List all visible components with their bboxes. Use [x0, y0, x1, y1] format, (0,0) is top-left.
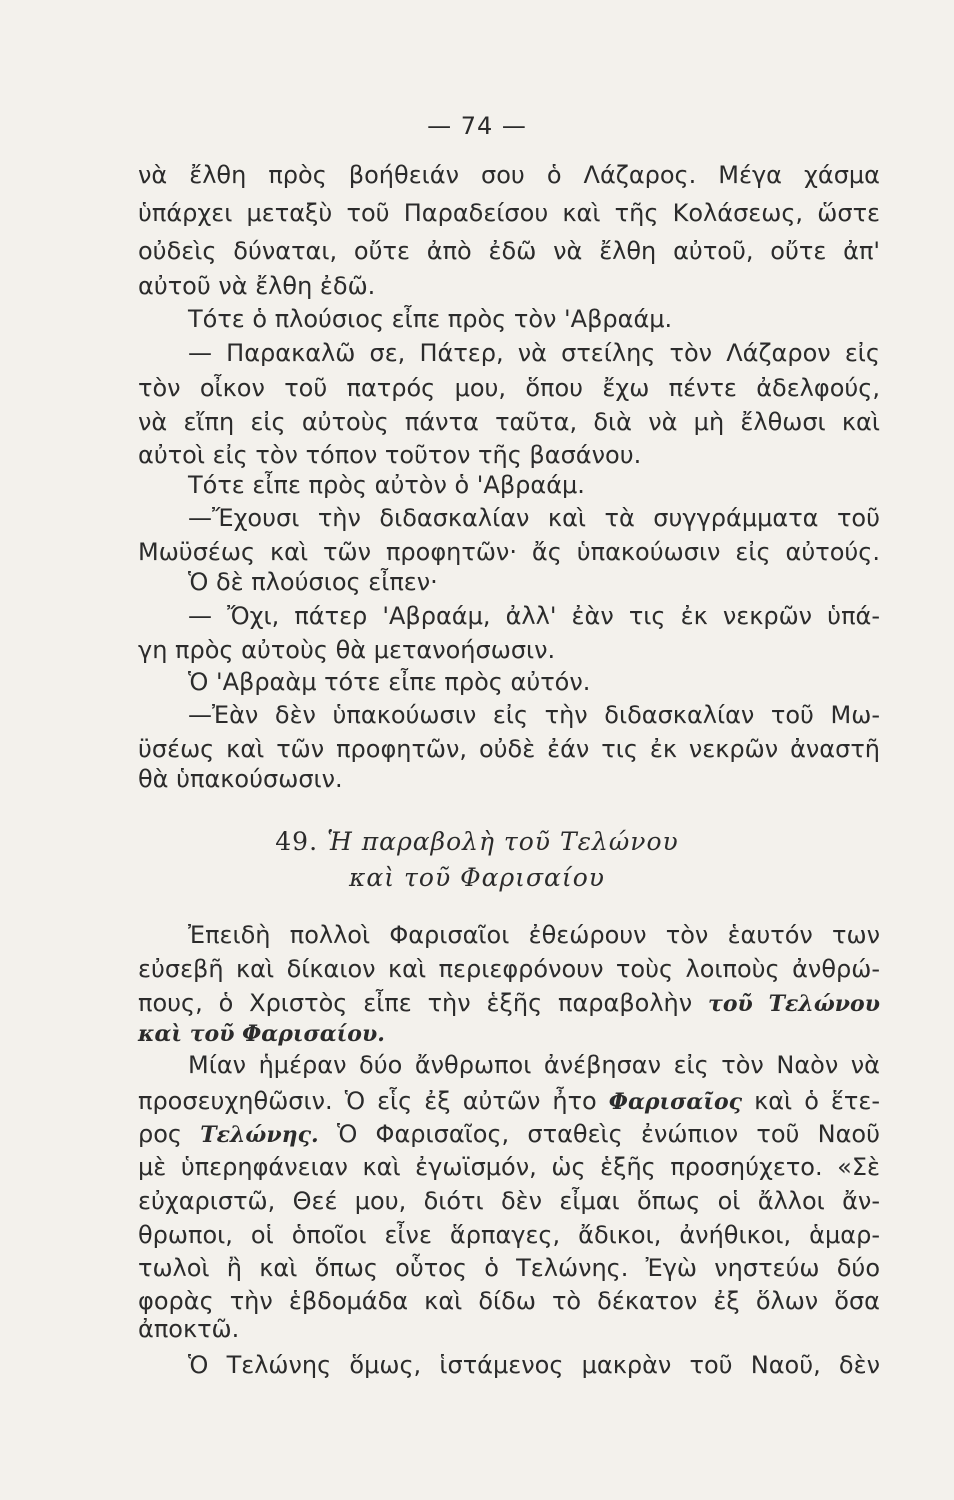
text-line: εὐσεβῆ καὶ δίκαιον καὶ περιεφρόνουν τοὺς λοιποὺς ἀνθρώ- [138, 955, 880, 983]
heading-title-line-2: καὶ τοῦ Φαρισαίου [349, 863, 605, 892]
text-line: γη πρὸς αὐτοὺς θὰ μετανοήσωσιν. [138, 636, 556, 664]
text-line: ϋσέως καὶ τῶν προφητῶν, οὐδὲ ἐάν τις ἐκ νεκρῶν ἀναστῆ [138, 735, 880, 763]
text-line: ἀποκτῶ. [138, 1315, 240, 1343]
text-line: τωλοὶ ἢ καὶ ὅπως οὗτος ὁ Τελώνης. Ἐγὼ νηστεύω δύο [138, 1254, 880, 1282]
section-number: 49. [275, 827, 319, 856]
text-line: νὰ εἴπη εἰς αὐτοὺς πάντα ταῦτα, διὰ νὰ μὴ ἔλθωσι καὶ [138, 408, 880, 436]
text-span: Ὁ Φαρισαῖος, σταθεὶς ἐνώπιον τοῦ Ναοῦ [336, 1120, 880, 1148]
text-line: —Ἔχουσι τὴν διδασκαλίαν καὶ τὰ συγγράμματα τοῦ [188, 504, 880, 532]
text-span: καὶ ὁ ἕτε- [754, 1087, 880, 1115]
text-line: Μωϋσέως καὶ τῶν προφητῶν· ἄς ὑπακούωσιν εἰς αὐτούς. [138, 538, 880, 566]
text-line: Τότε ὁ πλούσιος εἶπε πρὸς τὸν 'Αβραάμ. [188, 305, 673, 333]
text-line: — Παρακαλῶ σε, Πάτερ, νὰ στείλης τὸν Λάζαρον εἰς [188, 339, 880, 367]
text-line: Ὁ Τελώνης ὅμως, ἱστάμενος μακρὰν τοῦ Ναοῦ, δὲν [188, 1351, 880, 1379]
text-line: ὑπάρχει μεταξὺ τοῦ Παραδείσου καὶ τῆς Κολάσεως, ὥστε [138, 199, 880, 227]
text-line: μὲ ὑπερηφάνειαν καὶ ἐγωϊσμόν, ὡς ἑξῆς προσηύχετο. «Σὲ [138, 1153, 880, 1181]
text-line [138, 988, 880, 1019]
text-line: αὐτοῦ νὰ ἔλθη ἐδῶ. [138, 272, 376, 300]
emphasis-text: Φαρισαῖος [608, 1089, 743, 1115]
text-line: νὰ ἔλθη πρὸς βοήθειάν σου ὁ Λάζαρος. Μέγα χάσμα [138, 161, 880, 189]
text-line: θρωποι, οἱ ὁποῖοι εἶνε ἅρπαγες, ἄδικοι, ἀνήθικοι, ἁμαρ- [138, 1221, 880, 1249]
emphasis-text: τοῦ Τελώνου [708, 991, 880, 1017]
text-line: οὐδεὶς δύναται, οὔτε ἀπὸ ἐδῶ νὰ ἔλθη αὐτοῦ, οὔτε ἀπ' [138, 237, 880, 265]
emphasis-text: καὶ τοῦ Φαρισαίου. [138, 1021, 385, 1047]
text-line: τὸν οἶκον τοῦ πατρός μου, ὅπου ἔχω πέντε ἀδελφούς, [138, 374, 880, 402]
text-line: Μίαν ἡμέραν δύο ἄνθρωποι ἀνέβησαν εἰς τὸν Ναὸν νὰ [188, 1051, 880, 1079]
text-line: Ὁ δὲ πλούσιος εἶπεν· [188, 568, 438, 596]
text-line: αὐτοὶ εἰς τὸν τόπον τοῦτον τῆς βασάνου. [138, 441, 642, 469]
text-line: — Ὄχι, πάτερ 'Αβραάμ, ἀλλ' ἐὰν τις ἐκ νεκρῶν ὑπά- [188, 602, 880, 630]
text-line: φορὰς τὴν ἑβδομάδα καὶ δίδω τὸ δέκατον ἐξ ὅλων ὅσα [138, 1287, 880, 1315]
text-line [138, 1018, 880, 1049]
text-line: Ἐπειδὴ πολλοὶ Φαρισαῖοι ἐθεώρουν τὸν ἑαυτόν των [188, 921, 880, 949]
emphasis-text: Τελώνης. [200, 1122, 319, 1148]
heading-title-line-1: Ἡ παραβολὴ τοῦ Τελώνου [327, 827, 679, 856]
text-line [138, 1119, 880, 1150]
text-line: —Ἐὰν δὲν ὑπακούωσιν εἰς τὴν διδασκαλίαν τοῦ Μω- [188, 701, 880, 729]
text-span: πους, ὁ Χριστὸς εἶπε τὴν ἑξῆς παραβολὴν [138, 989, 693, 1017]
text-line: Ὁ 'Αβραὰμ τότε εἶπε πρὸς αὐτόν. [188, 668, 591, 696]
text-span: ρος [138, 1120, 183, 1148]
text-line: θὰ ὑπακούσωσιν. [138, 765, 343, 793]
text-line [138, 1086, 880, 1117]
page-number: — 74 — [427, 112, 527, 140]
section-heading-line-2 [0, 862, 954, 894]
text-span: προσευχηθῶσιν. Ὁ εἷς ἐξ αὐτῶν ἦτο [138, 1087, 597, 1115]
text-line: Τότε εἶπε πρὸς αὐτὸν ὁ 'Αβραάμ. [188, 471, 585, 499]
section-heading [0, 826, 954, 858]
text-line: εὐχαριστῶ, Θεέ μου, διότι δὲν εἶμαι ὅπως οἱ ἄλλοι ἄν- [138, 1187, 880, 1215]
